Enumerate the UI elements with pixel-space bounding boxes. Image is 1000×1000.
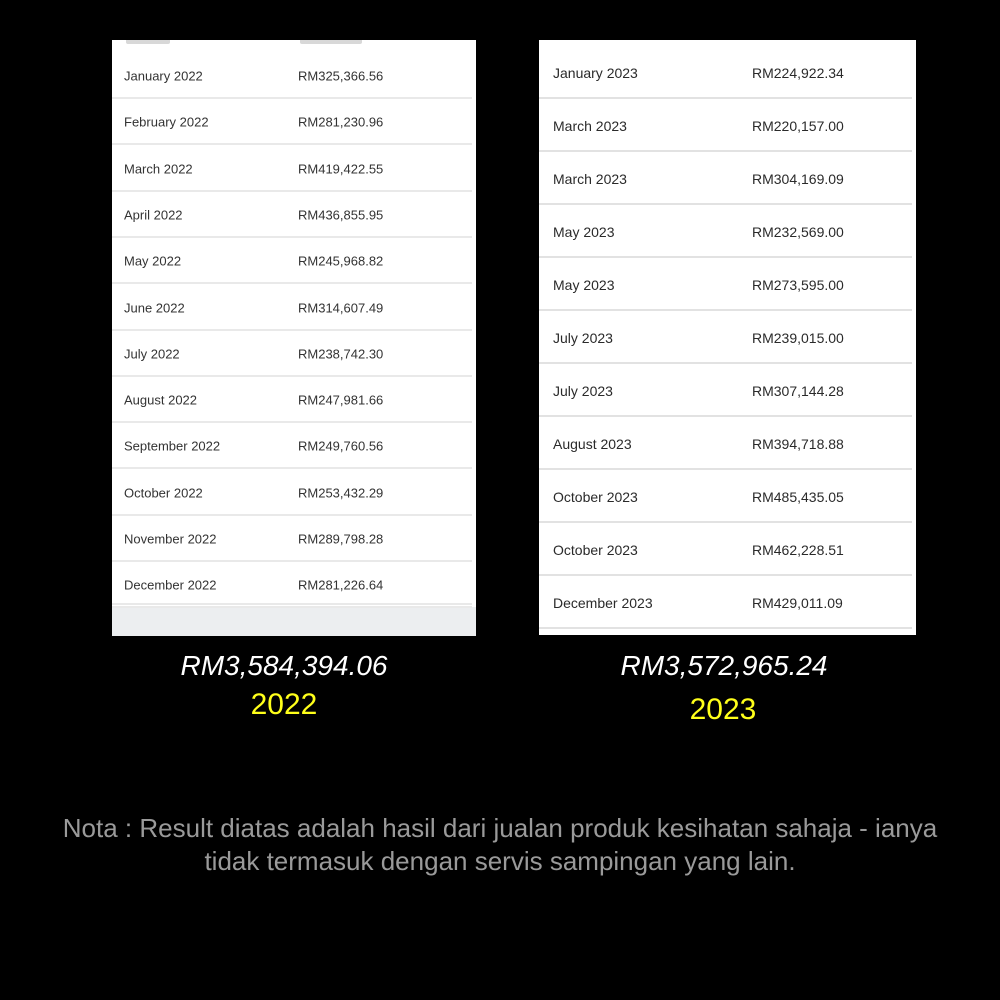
list-item[interactable] — [539, 152, 912, 205]
month-label: July 2023 — [553, 382, 613, 399]
total-2023: RM3,572,965.24 — [620, 650, 828, 681]
amount-value: RM249,760.56 — [298, 438, 384, 454]
year-label-2022: 2022 — [250, 688, 318, 721]
month-label: October 2023 — [553, 488, 638, 505]
amount-value: RM314,607.49 — [298, 300, 384, 315]
list-item[interactable] — [539, 417, 912, 470]
list-item[interactable] — [539, 576, 912, 629]
month-label: August 2022 — [124, 392, 198, 408]
month-label: December 2023 — [553, 594, 653, 611]
list-item[interactable] — [112, 423, 472, 469]
list-item[interactable] — [112, 192, 472, 238]
month-label: June 2022 — [124, 300, 185, 315]
month-label: May 2023 — [553, 276, 615, 293]
month-label: October 2023 — [553, 541, 638, 558]
amount-value: RM485,435.05 — [752, 488, 844, 505]
amount-value: RM253,432.29 — [298, 485, 384, 501]
sales-list-2022[interactable] — [112, 40, 476, 636]
sales-list-2023[interactable] — [539, 40, 916, 635]
month-label: February 2022 — [124, 114, 209, 130]
amount-value: RM245,968.82 — [298, 253, 384, 269]
amount-value: RM224,922.34 — [752, 64, 844, 81]
list-item[interactable] — [112, 516, 472, 562]
list-item[interactable] — [539, 258, 912, 311]
month-label: September 2022 — [124, 438, 221, 454]
list-item[interactable] — [539, 523, 912, 576]
month-label: March 2023 — [553, 117, 627, 134]
amount-value: RM289,798.28 — [298, 531, 384, 547]
month-label: December 2022 — [124, 577, 217, 593]
month-label: July 2023 — [553, 329, 613, 346]
month-label: January 2022 — [124, 68, 203, 84]
list-item[interactable] — [112, 146, 472, 192]
list-item[interactable] — [112, 53, 472, 99]
amount-value: RM281,230.96 — [298, 114, 384, 130]
list-item[interactable] — [539, 470, 912, 523]
amount-value: RM239,015.00 — [752, 329, 844, 346]
amount-value: RM238,742.30 — [298, 346, 384, 362]
month-label: November 2022 — [124, 531, 217, 547]
month-label: March 2022 — [124, 161, 193, 177]
month-label: March 2023 — [553, 170, 627, 187]
list-item[interactable] — [539, 311, 912, 364]
amount-value: RM436,855.95 — [298, 207, 384, 223]
month-label: May 2022 — [124, 253, 182, 269]
amount-value: RM232,569.00 — [752, 223, 844, 240]
amount-value: RM273,595.00 — [752, 276, 844, 293]
month-label: October 2022 — [124, 485, 203, 501]
amount-value: RM325,366.56 — [298, 68, 384, 84]
cut-off-header-right — [300, 40, 362, 44]
list-item[interactable] — [112, 285, 472, 331]
list-item[interactable] — [112, 99, 472, 145]
amount-value: RM281,226.64 — [298, 577, 384, 593]
list-item[interactable] — [539, 99, 912, 152]
amount-value: RM429,011.09 — [752, 594, 843, 611]
list-item[interactable] — [539, 205, 912, 258]
list-item[interactable] — [112, 377, 472, 423]
month-label: August 2023 — [553, 435, 632, 452]
amount-value: RM307,144.28 — [752, 382, 844, 399]
amount-value: RM394,718.88 — [752, 435, 844, 452]
list-item[interactable] — [112, 331, 472, 377]
note-text: Nota : Result diatas adalah hasil dari jualan produk kesihatan sahaja - ianya tidak termasuk dengan servis sampingan yang lain. — [62, 813, 938, 876]
list-item[interactable] — [112, 238, 472, 284]
amount-value: RM220,157.00 — [752, 117, 844, 134]
amount-value: RM304,169.09 — [752, 170, 844, 187]
cut-off-header-left — [126, 40, 170, 44]
list-item[interactable] — [539, 46, 912, 99]
month-label: January 2023 — [553, 64, 638, 81]
list-item[interactable] — [539, 364, 912, 417]
list-footer-area — [112, 607, 476, 636]
month-label: May 2023 — [553, 223, 615, 240]
month-label: April 2022 — [124, 207, 183, 223]
amount-value: RM462,228.51 — [752, 541, 844, 558]
list-item[interactable] — [112, 562, 472, 608]
list-item[interactable] — [112, 470, 472, 516]
month-label: July 2022 — [124, 346, 180, 362]
year-label-2023: 2023 — [689, 693, 757, 726]
amount-value: RM247,981.66 — [298, 392, 384, 408]
total-2022: RM3,584,394.06 — [180, 650, 388, 681]
amount-value: RM419,422.55 — [298, 161, 384, 177]
